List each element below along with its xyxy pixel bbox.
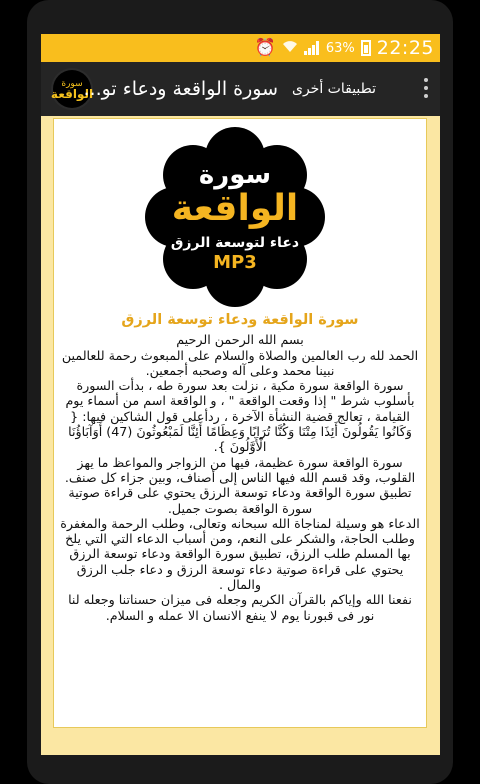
battery-charging-icon (361, 40, 371, 56)
badge-line3: دعاء لتوسعة الرزق (170, 235, 300, 251)
article-paragraph: سورة الواقعة سورة مكية ، نزلت بعد سورة طه ، بدأت السورة بأسلوب شرط " إذا وقعت الواقعة " ، و الواقعة اسم من أسماء يوم القيامة ، تعالج قضية النشأة الآخرة ، ردأعلى قول الشاكين فيها: { وَكَانُوا يَقُولُونَ أَئِذَا مِتْنَا وَكُنَّا تُرَابًا وَعِظَامًا أَئِنَّا لَمَبْعُوثُونَ (47) أَوَآبَاؤُنَا الْأَوَّلُونَ }. (65, 378, 415, 455)
clock: 22:25 (376, 37, 434, 59)
app-title: سورة الواقعة ودعاء تو... (83, 78, 278, 100)
badge-line1: سورة (198, 160, 272, 190)
article-paragraph: الحمد لله رب العالمين والصلاة والسلام على المبعوث رحمة للعالمين نبينا محمد وعلى آله وصحبه أجمعين. (61, 347, 419, 378)
other-apps-button[interactable]: تطبيقات أخرى (292, 81, 377, 97)
wifi-icon (282, 38, 298, 58)
cover-badge (146, 127, 324, 307)
article-card (53, 118, 427, 728)
article-paragraph: نفعنا الله وإياكم بالقرآن الكريم وجعله فى ميزان حسناتنا وجعله لنا نور فى قبورنا يوم لا ينفع الانسان الا عمله و السلام. (68, 592, 412, 623)
article (60, 313, 420, 623)
signal-icon (304, 41, 320, 55)
article-paragraph: الدعاء هو وسيلة لمناجاة الله سبحانه وتعالى، وطلب الرحمة والمغفرة وطلب الحاجة، والشكر على النعم، ومن أسباب الدعاء التي التي يلخ بها المسلم طلب الرزق، تطبيق سورة الواقعة ودعاء توسعة الرزق يحتوي على قراءة صوتية دعاء توسعة الرزق و دعاء جلب الرزق والمال . (60, 515, 420, 593)
action-bar (41, 62, 440, 116)
badge-line4: MP3 (213, 252, 257, 273)
article-paragraph: بسم الله الرحمن الرحيم (176, 332, 304, 348)
article-title: سورة الواقعة ودعاء توسعة الرزق (121, 312, 359, 328)
status-bar (41, 34, 440, 62)
app-logo-line2: الواقعة (50, 87, 94, 101)
article-paragraph: تطبيق سورة الواقعة ودعاء توسعة الرزق يحتوي على قراءة صوتية سورة الواقعة بصوت جميل. (68, 485, 412, 516)
alarm-icon: ⏰ (254, 38, 276, 58)
article-paragraph: سورة الواقعة سورة عظيمة، فيها من الزواجر والمواعظ ما يهز القلوب، وقد قسم الله فيها الناس إلى أصناف، وبين جزاء كل صنف. (64, 454, 416, 485)
app-logo-line1: سورة (61, 79, 83, 89)
overflow-menu-icon[interactable] (424, 78, 430, 98)
badge-line2: الواقعة (171, 188, 299, 229)
battery-percent: 63% (325, 40, 355, 56)
app-screen (41, 34, 440, 755)
content-area (41, 116, 440, 755)
